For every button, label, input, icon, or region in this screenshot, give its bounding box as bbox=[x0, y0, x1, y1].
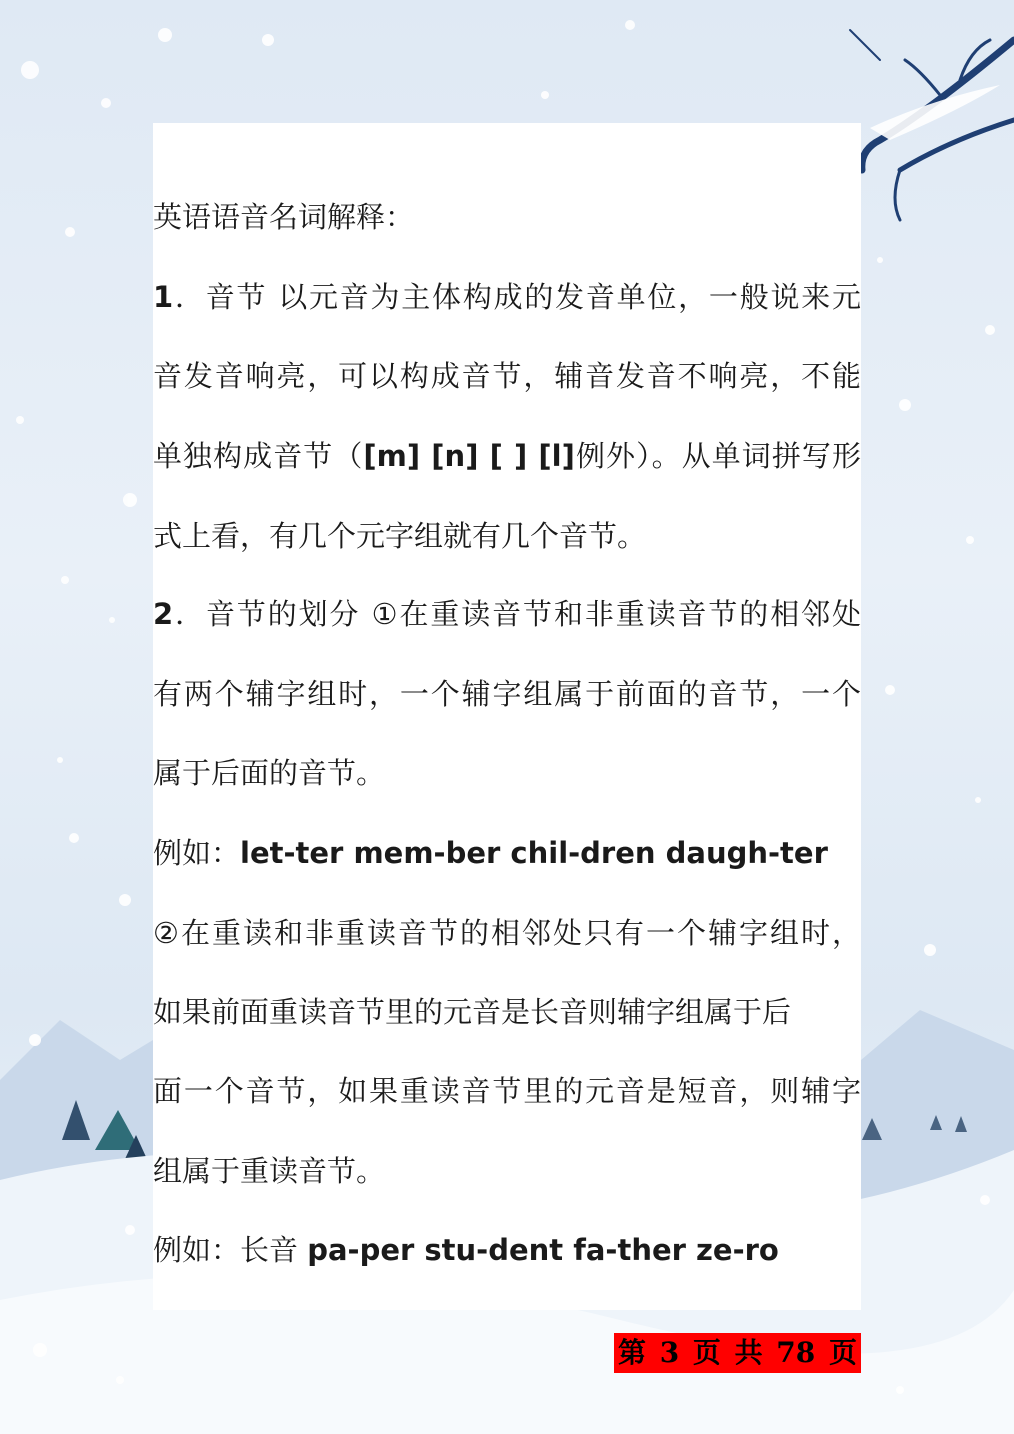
current-page: 3 bbox=[659, 1336, 680, 1369]
consonant-list: [m] [n] [ ] [l] bbox=[363, 439, 575, 473]
paragraph-1-line-2: 音发音响亮，可以构成音节，辅音发音不响亮，不能 bbox=[153, 359, 861, 393]
item-number-1: 1 bbox=[153, 280, 174, 314]
item-number-2: 2 bbox=[153, 597, 174, 631]
example-line-1: 例如：let-ter mem-ber chil-dren daugh-ter bbox=[153, 836, 828, 870]
paragraph-2-line-3: 属于后面的音节。 bbox=[153, 756, 386, 790]
example-line-2: 例如：长音 pa-per stu-dent fa-ther ze-ro bbox=[153, 1233, 779, 1267]
paragraph-2-line-5: ②在重读和非重读音节的相邻处只有一个辅字组时， bbox=[153, 916, 861, 950]
paragraph-2-line-6: 如果前面重读音节里的元音是长音则辅字组属于后 bbox=[153, 995, 792, 1029]
total-pages: 78 bbox=[776, 1336, 816, 1369]
paragraph-2-line-7: 面一个音节，如果重读音节里的元音是短音，则辅字 bbox=[153, 1074, 861, 1108]
document-page bbox=[153, 123, 861, 1310]
section-title: 英语语音名词解释： bbox=[153, 200, 415, 234]
page-number-badge: 第 3 页 共 78 页 bbox=[614, 1333, 861, 1373]
branch-decoration bbox=[850, 30, 1014, 220]
paragraph-1-line-3: 单独构成音节（[m] [n] [ ] [l]例外）。从单词拼写形 bbox=[153, 439, 861, 473]
paragraph-2-line-2: 有两个辅字组时，一个辅字组属于前面的音节，一个 bbox=[153, 677, 861, 711]
example-words-1: let-ter mem-ber chil-dren daugh-ter bbox=[240, 836, 828, 870]
paragraph-1-line-1: 1．音节 以元音为主体构成的发音单位，一般说来元 bbox=[153, 280, 861, 314]
paragraph-2-line-1: 2．音节的划分 ①在重读音节和非重读音节的相邻处 bbox=[153, 597, 861, 631]
example-words-2: pa-per stu-dent fa-ther ze-ro bbox=[307, 1233, 779, 1267]
paragraph-2-line-8: 组属于重读音节。 bbox=[153, 1154, 386, 1188]
paragraph-1-line-4: 式上看，有几个元字组就有几个音节。 bbox=[153, 519, 647, 553]
